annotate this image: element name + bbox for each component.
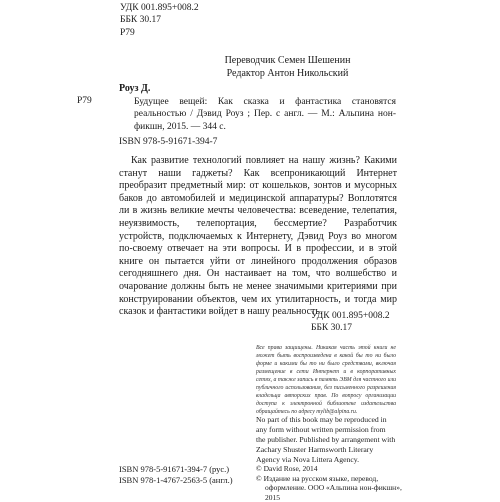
isbn-ru: ISBN 978-5-91671-394-7 (рус.) (119, 464, 230, 474)
copyright-author: © David Rose, 2014 (256, 464, 318, 473)
author-mark: Р79 (120, 27, 135, 38)
copyright-publisher: © Издание на русском языке, перевод, оформление. ООО «Альпина нон-фикшн», 2015 (256, 473, 402, 502)
copyright-block (256, 464, 406, 502)
udk-code-bottom: УДК 001.895+008.2 (311, 311, 390, 321)
bibliographic-description: Будущее вещей: Как сказка и фантастика становятся реальностью / Дэвид Роуз ; Пер. с англ. — М.: Альпина нон-фикшн, 2015. — 344 с. (134, 97, 396, 132)
classification-bottom (311, 310, 390, 335)
rights-notice-en: No part of this book may be reproduced in any form without written permission from the publisher. Published by arrangement with Zachary Shuster Harmsworth Literary Agency via Nova Littera Agency. (256, 415, 396, 464)
udk-code: УДК 001.895+008.2 (120, 3, 199, 13)
catalog-author: Роуз Д. (119, 83, 151, 94)
annotation (119, 155, 397, 319)
credits-block (0, 54, 500, 80)
annotation-text: Как развитие технологий повлияет на нашу жизнь? Какими станут наши гаджеты? Как всепроникающий Интернет преобразит предметный мир: от кошельков, зонтов и мусорных баков до автомобилей и медицинской аппаратуры? Воплотятся ли в жизнь великие мечты человечества: всеведение, телепатия, неуязвимость, телепортация, бессмертие? Разработчик устройств, подключаемых к Интернету, Дэвид Роуз во многом по-своему отвечает на эти вопросы. И в профессии, и в этой книге он пытается уйти от линейного продолжения образов сегодняшнего дня. Он настаивает на том, что волшебство и очарование должны быть не менее значимыми критериями при конструировании объектов, чем их утилитарность, и тогда мир сказок и фантастики войдет в нашу реальность. (119, 155, 397, 318)
catalog-isbn: ISBN 978-5-91671-394-7 (119, 137, 218, 147)
translator-credit: Переводчик Семен Шешенин (224, 55, 351, 66)
catalog-side-code: Р79 (77, 96, 92, 106)
isbn-en: ISBN 978-1-4767-2563-5 (англ.) (119, 475, 233, 485)
isbn-list (119, 464, 233, 486)
editor-credit: Редактор Антон Никольский (226, 68, 349, 79)
bbk-code: ББК 30.17 (120, 15, 161, 26)
rights-notice-ru: Все права защищены. Никакая часть этой книги не может быть воспроизведена в какой бы то ни было форме и какими бы то ни было средствами, включая размещение в сети Интернет и в корпоративных сетях, а также запись в память ЭВМ для частного или публичного использования, без письменного разрешения владельца авторских прав. По вопросу организации доступа к электронной библиотеке издательства обращайтесь по адресу mylib@alpina.ru. (256, 345, 396, 415)
classification-block (120, 2, 199, 39)
bbk-code-bottom: ББК 30.17 (311, 323, 352, 334)
